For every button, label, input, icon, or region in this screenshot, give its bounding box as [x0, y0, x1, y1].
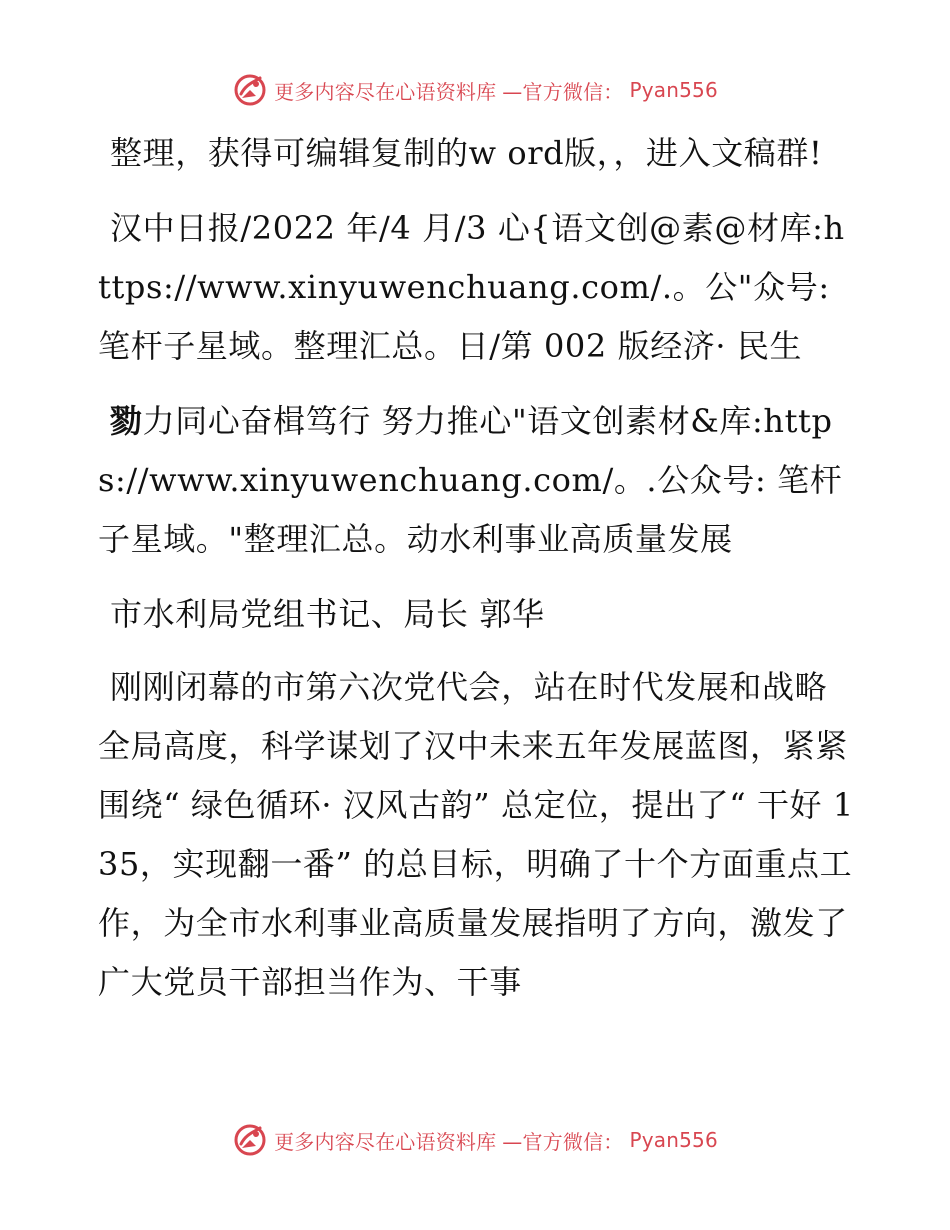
- paragraph-3: [98, 392, 858, 569]
- paragraph-1-text: 整理，获得可编辑复制的w ord版，，进入文稿群!: [110, 134, 823, 172]
- paragraph-5-text: 刚刚闭幕的市第六次党代会，站在时代发展和战略全局高度，科学谋划了汉中未来五年发展蓝图，紧紧围绕“ 绿色循环· 汉风古韵” 总定位，提出了“ 干好 135，实现翻一番” 的总目标，明确了十个方面重点工作，为全市水利事业高质量发展指明了方向，激发了广大党员干部担当作为、干事: [98, 668, 854, 1001]
- paragraph-1: [98, 124, 858, 183]
- paragraph-5: [98, 658, 858, 1012]
- banner-brand-text: Pyan556: [629, 78, 718, 102]
- footer-brand-text: Pyan556: [629, 1128, 718, 1152]
- paragraph-4-text: 市水利局党组书记、局长 郭华: [110, 595, 545, 633]
- footer-side-text: —官方微信：: [502, 1129, 624, 1154]
- paragraph-3-text: 力同心奋楫笃行 努力推心"语文创素材&库:https://www.xinyuwenchuang.com/。.公众号: 笔杆子星域。"整理汇总。动水利事业高质量发展: [98, 402, 843, 558]
- banner-main-text: 更多内容尽在心语资料库: [274, 79, 497, 104]
- footer-banner: [0, 1118, 950, 1162]
- header-banner: [0, 68, 950, 112]
- banner-side-text: —官方微信：: [502, 79, 624, 104]
- footer-main-text: 更多内容尽在心语资料库: [274, 1129, 497, 1154]
- paragraph-3-lead-char: 勠: [110, 402, 143, 440]
- paragraph-4: [98, 585, 858, 644]
- document-content: [98, 124, 858, 1028]
- paragraph-2-text: 汉中日报/2022 年/4 月/3 心{语文创@素@材库:https://www.xinyuwenchuang.com/.。公"众号:笔杆子星域。整理汇总。日/第 002 版经济· 民生: [98, 209, 845, 365]
- brand-logo-icon: [232, 72, 268, 108]
- brand-logo-icon: [232, 1122, 268, 1158]
- paragraph-2: [98, 199, 858, 376]
